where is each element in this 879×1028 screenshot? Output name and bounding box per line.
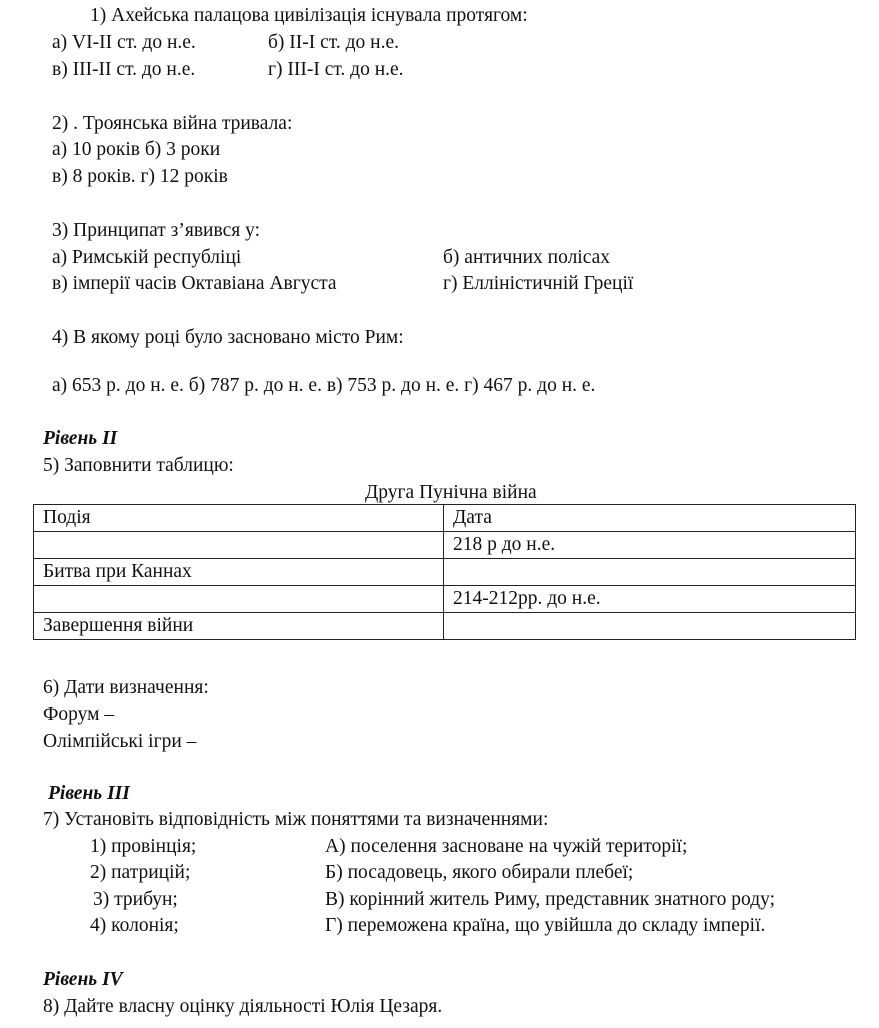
cell-date: 218 р до н.е.	[444, 532, 856, 559]
q3-option-c: в) імперії часів Октавіана Августа	[52, 273, 337, 294]
q1-option-c: в) III-II ст. до н.е.	[52, 59, 196, 80]
q2-options-line2: в) 8 років. г) 12 років	[52, 166, 228, 187]
header-date: Дата	[444, 505, 856, 532]
table-header-row	[34, 505, 856, 532]
q6-term-olympics: Олімпійські ігри –	[43, 731, 197, 752]
q3-option-a: а) Римській республіці	[52, 247, 242, 268]
level-3-heading: Рівень III	[48, 783, 130, 804]
q7-term: 3) трибун;	[93, 889, 178, 910]
q6-question: 6) Дати визначення:	[43, 677, 209, 698]
q7-term: 4) колонія;	[90, 915, 179, 936]
q1-question: 1) Ахейська палацова цивілізація існувала протягом:	[90, 5, 528, 26]
header-event: Подія	[34, 505, 444, 532]
q2-options-line1: а) 10 років б) 3 роки	[52, 139, 221, 160]
cell-date: 214-212рр. до н.е.	[444, 586, 856, 613]
punic-war-table	[33, 504, 856, 640]
table-row	[34, 586, 856, 613]
cell-event: Завершення війни	[34, 613, 444, 640]
cell-event[interactable]	[34, 532, 444, 559]
table-row	[34, 532, 856, 559]
q7-definition: Б) посадовець, якого обирали плебеї;	[325, 862, 634, 883]
q3-option-d: г) Елліністичній Греції	[443, 273, 634, 294]
q3-question: 3) Принципат з’явився у:	[52, 220, 260, 241]
level-2-heading: Рівень II	[43, 428, 118, 449]
cell-date[interactable]	[444, 613, 856, 640]
q7-term: 2) патрицій;	[90, 862, 191, 883]
cell-date[interactable]	[444, 559, 856, 586]
level-4-heading: Рівень IV	[43, 969, 123, 990]
q7-definition: В) корінний житель Риму, представник знатного роду;	[325, 889, 776, 910]
q7-term: 1) провінція;	[90, 836, 197, 857]
q7-definition: Г) переможена країна, що увійшла до складу імперії.	[325, 915, 766, 936]
table-title: Друга Пунічна війна	[365, 482, 537, 503]
q5-question: 5) Заповнити таблицю:	[43, 455, 234, 476]
q8-question: 8) Дайте власну оцінку діяльності Юлія Цезаря.	[43, 996, 443, 1017]
q3-option-b: б) античних полісах	[443, 247, 611, 268]
q1-option-b: б) II-I ст. до н.е.	[268, 32, 399, 53]
q1-option-d: г) III-I ст. до н.е.	[268, 59, 404, 80]
q2-question: 2) . Троянська війна тривала:	[52, 113, 293, 134]
q7-question: 7) Установіть відповідність між поняттями та визначеннями:	[43, 809, 549, 830]
table-row	[34, 613, 856, 640]
q6-term-forum: Форум –	[43, 704, 115, 725]
q4-question: 4) В якому році було засновано місто Рим:	[52, 327, 404, 348]
q1-option-a: а) VI-II ст. до н.е.	[52, 32, 196, 53]
q7-definition: А) поселення засноване на чужій території;	[325, 836, 688, 857]
table-row	[34, 559, 856, 586]
cell-event[interactable]	[34, 586, 444, 613]
q4-options: а) 653 р. до н. е. б) 787 р. до н. е. в) 753 р. до н. е. г) 467 р. до н. е.	[52, 375, 596, 396]
cell-event: Битва при Каннах	[34, 559, 444, 586]
